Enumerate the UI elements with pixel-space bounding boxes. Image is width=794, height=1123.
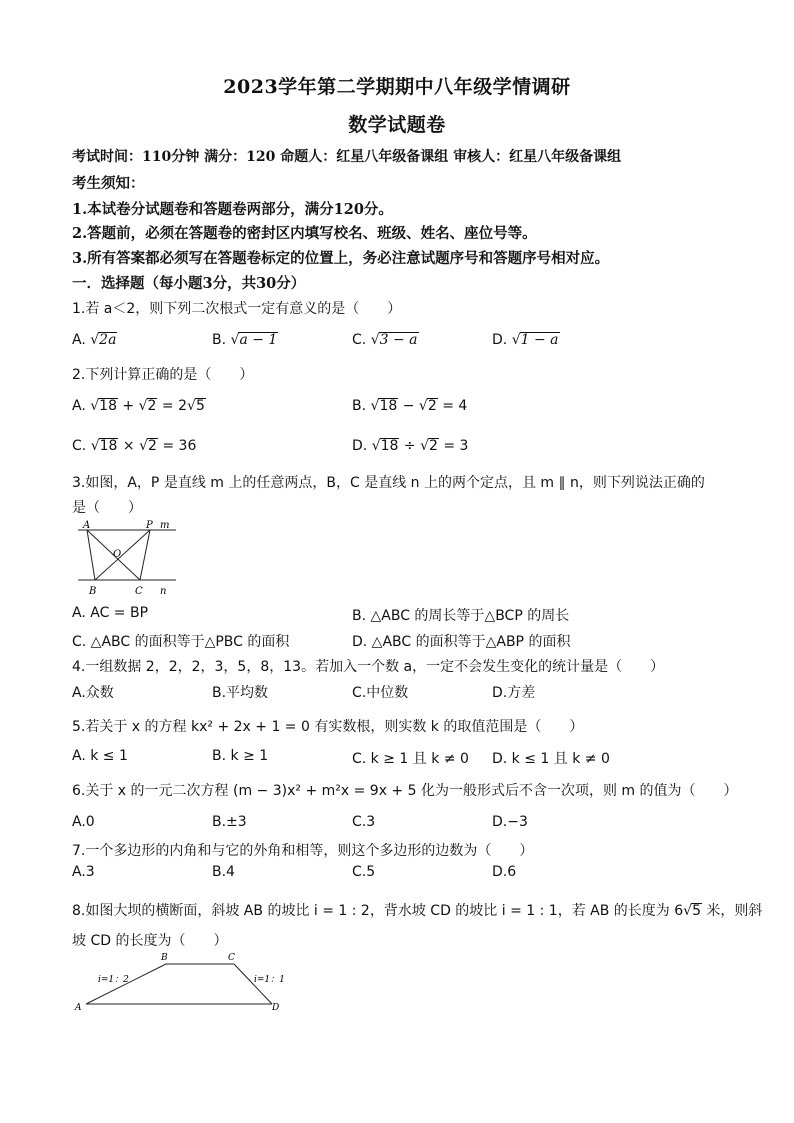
q3-option-b: B. △ABC 的周长等于△BCP 的周长 xyxy=(352,608,570,624)
q3-fig-label-m: m xyxy=(160,520,170,531)
notice-2: 2.答题前，必须在答题卷的密封区内填写校名、班级、姓名、座位号等。 xyxy=(72,225,537,242)
q1-option-b: B. √a − 1 xyxy=(212,332,278,348)
q1-stem: 1.若 a＜2，则下列二次根式一定有意义的是（ ） xyxy=(72,301,402,317)
q1-option-d: D. √1 − a xyxy=(492,332,559,348)
q4-option-b: B.平均数 xyxy=(212,685,269,701)
q5-option-a: A. k ≤ 1 xyxy=(72,748,128,764)
q3-figure xyxy=(72,518,182,600)
q5-stem: 5.若关于 x 的方程 kx² + 2x + 1 = 0 有实数根，则实数 k 的取值范围是（ ） xyxy=(72,719,584,735)
q3-stem-line1: 3.如图，A，P 是直线 m 上的任意两点，B，C 是直线 n 上的两个定点，且 m ∥ n，则下列说法正确的 xyxy=(72,475,705,491)
q3-option-d: D. △ABC 的面积等于△ABP 的面积 xyxy=(352,634,571,650)
exam-meta: 考试时间：110分钟 满分：120 命题人：红星八年级备课组 审核人：红星八年级备课组 xyxy=(72,149,622,165)
q6-stem: 6.关于 x 的一元二次方程 (m − 3)x² + m²x = 9x + 5 化为一般形式后不含一次项，则 m 的值为（ ） xyxy=(72,783,738,799)
section-title: 一．选择题（每小题3分，共30分） xyxy=(72,275,306,292)
q7-option-c: C.5 xyxy=(352,864,376,880)
q8-fig-slope-right: i=1：1 xyxy=(254,975,285,985)
q8-stem-line1: 8.如图大坝的横断面，斜坡 AB 的坡比 i = 1 : 2，背水坡 CD 的坡比 i = 1 : 1，若 AB 的长度为 6√5 米，则斜 xyxy=(72,903,763,919)
q8-fig-label-c: C xyxy=(228,953,235,963)
q7-option-a: A.3 xyxy=(72,864,95,880)
q2-stem: 2.下列计算正确的是（ ） xyxy=(72,367,254,383)
q8-fig-label-b: B xyxy=(161,953,168,963)
q4-stem: 4.一组数据 2，2，2，3，5，8，13。若加入一个数 a，一定不会发生变化的统计量是（ ） xyxy=(72,659,665,675)
q5-option-d: D. k ≤ 1 且 k ≠ 0 xyxy=(492,751,610,767)
q6-option-d: D.−3 xyxy=(492,814,528,830)
q3-fig-label-o: O xyxy=(113,549,122,560)
q5-option-c: C. k ≥ 1 且 k ≠ 0 xyxy=(352,751,469,767)
q4-option-d: D.方差 xyxy=(492,685,536,701)
q1-option-c: C. √3 − a xyxy=(352,332,418,348)
q3-fig-label-c: C xyxy=(135,586,143,597)
q6-option-a: A.0 xyxy=(72,814,95,830)
q8-figure xyxy=(72,950,292,1014)
exam-subtitle: 数学试题卷 xyxy=(348,114,446,136)
q8-fig-slope-left: i=1：2 xyxy=(98,975,129,985)
notice-title: 考生须知： xyxy=(72,175,145,192)
q5-option-b: B. k ≥ 1 xyxy=(212,748,269,764)
q4-option-c: C.中位数 xyxy=(352,685,409,701)
q3-fig-label-p: P xyxy=(146,520,153,531)
q7-option-d: D.6 xyxy=(492,864,517,880)
q6-option-c: C.3 xyxy=(352,814,376,830)
q2-option-c: C. √18 × √2 = 36 xyxy=(72,438,197,454)
q6-option-b: B.±3 xyxy=(212,814,247,830)
q2-option-b: B. √18 − √2 = 4 xyxy=(352,398,468,414)
q3-stem-line2: 是（ ） xyxy=(72,500,142,516)
q4-option-a: A.众数 xyxy=(72,685,114,701)
exam-title: 2023学年第二学期期中八年级学情调研 xyxy=(223,76,571,98)
notice-3: 3.所有答案都必须写在答题卷标定的位置上，务必注意试题序号和答题序号相对应。 xyxy=(72,250,610,267)
q3-fig-label-a: A xyxy=(83,520,91,531)
q8-stem-line2: 坡 CD 的长度为（ ） xyxy=(72,933,228,949)
q2-option-a: A. √18 + √2 = 2√5 xyxy=(72,398,205,414)
q3-fig-label-n: n xyxy=(160,586,167,597)
q3-option-c: C. △ABC 的面积等于△PBC 的面积 xyxy=(72,634,290,650)
q2-option-d: D. √18 ÷ √2 = 3 xyxy=(352,438,469,454)
q3-fig-label-b: B xyxy=(89,586,97,597)
q8-fig-label-a: A xyxy=(75,1003,82,1013)
q1-option-a: A. √2a xyxy=(72,332,117,348)
q8-fig-label-d: D xyxy=(272,1003,280,1013)
notice-1: 1.本试卷分试题卷和答题卷两部分，满分120分。 xyxy=(72,201,393,218)
q3-option-a: A. AC = BP xyxy=(72,605,149,621)
q7-stem: 7.一个多边形的内角和与它的外角和相等，则这个多边形的边数为（ ） xyxy=(72,843,534,859)
q7-option-b: B.4 xyxy=(212,864,235,880)
